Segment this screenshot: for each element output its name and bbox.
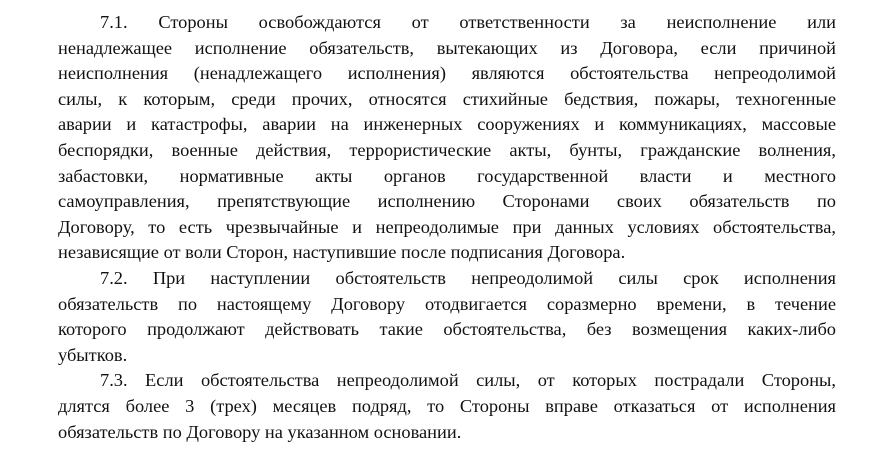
clause-line: обязательств по настоящему Договору отодвигается соразмерно времени, в течение (58, 293, 836, 314)
document-page (58, 10, 836, 445)
clause-line: длятся более 3 (трех) месяцев подряд, то Стороны вправе отказаться от исполнения (58, 395, 836, 416)
clause-line: беспорядки, военные действия, террористические акты, бунты, гражданские волнения, (58, 139, 836, 160)
clause-line: забастовки, нормативные акты органов государственной власти и местного (58, 165, 836, 186)
clause-line: аварии и катастрофы, аварии на инженерных сооружениях и коммуникациях, массовые (58, 114, 836, 135)
clause-line: неисполнения (ненадлежащего исполнения) являются обстоятельства непреодолимой (58, 63, 836, 84)
clause-line: независящие от воли Сторон, наступившие после подписания Договора. (58, 242, 626, 263)
clause-line: ненадлежащее исполнение обязательств, вытекающих из Договора, если причиной (58, 37, 836, 58)
clause-line: которого продолжают действовать такие обстоятельства, без возмещения каких-либо (58, 319, 836, 340)
clause-7-1 (58, 10, 836, 266)
clause-line: 7.2. При наступлении обстоятельств непреодолимой силы срок исполнения (100, 267, 836, 288)
clause-line: самоуправления, препятствующие исполнению Сторонами своих обязательств по (58, 191, 836, 212)
clause-line: 7.3. Если обстоятельства непреодолимой силы, от которых пострадали Стороны, (100, 370, 836, 391)
clause-line: 7.1. Стороны освобождаются от ответственности за неисполнение или (100, 12, 836, 32)
clause-7-2 (58, 266, 836, 368)
clause-line: убытков. (58, 344, 128, 365)
clause-7-3 (58, 368, 836, 445)
clause-line: силы, к которым, среди прочих, относятся стихийные бедствия, пожары, техногенные (58, 88, 836, 109)
clause-line: Договору, то есть чрезвычайные и непреодолимые при данных условиях обстоятельства, (58, 216, 836, 237)
clause-line: обязательств по Договору на указанном основании. (58, 421, 462, 442)
